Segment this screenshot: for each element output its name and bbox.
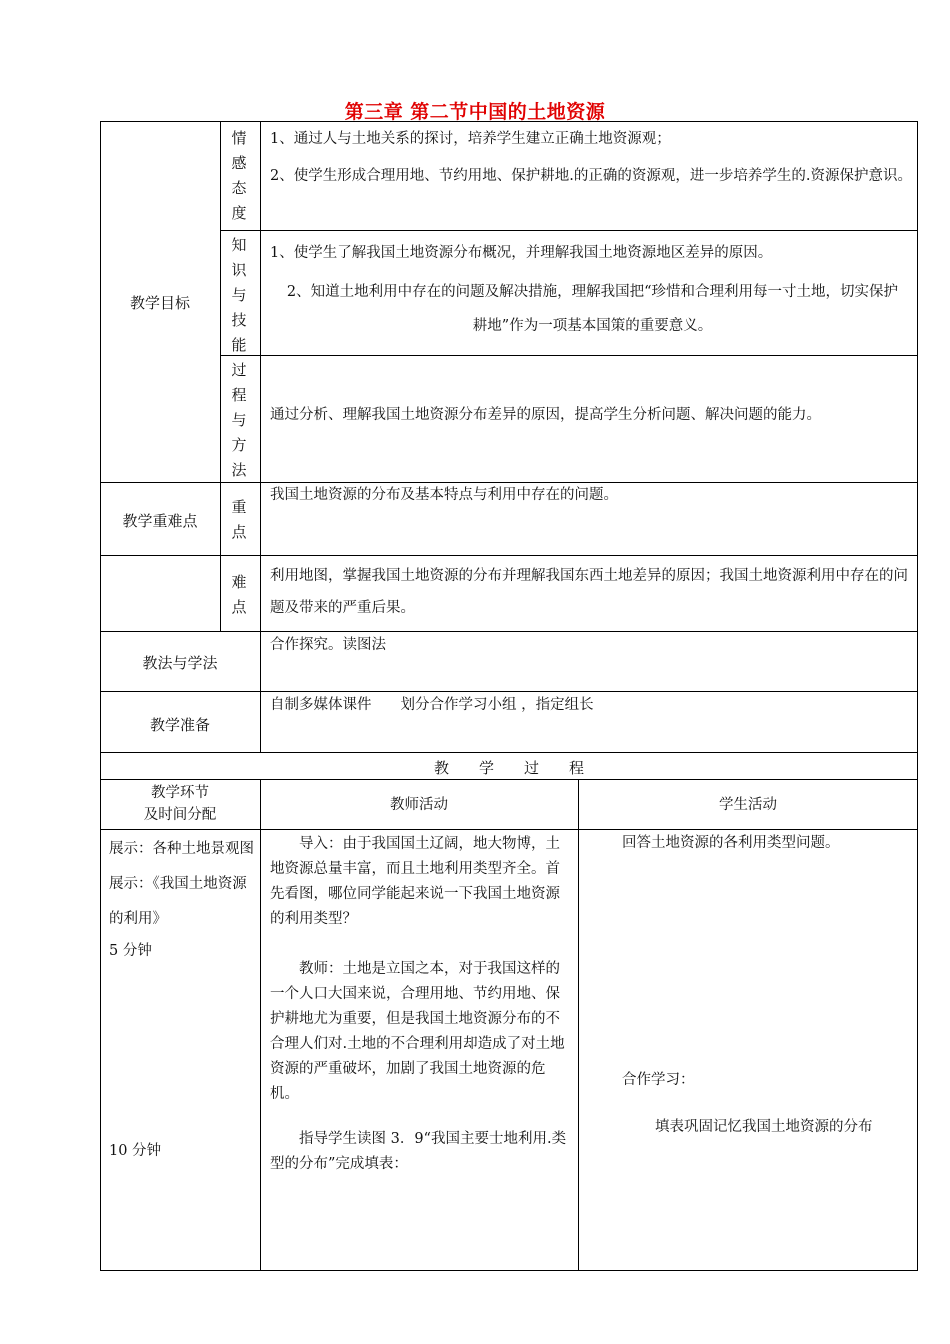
page-title: 第三章 第二节中国的土地资源 xyxy=(344,101,606,123)
row-divider xyxy=(220,355,918,356)
keypoints-label: 教学重难点 xyxy=(122,512,198,530)
difficulty-label: 难点 xyxy=(231,573,247,616)
stage-time-2: 10 分钟 xyxy=(109,1143,162,1159)
process-header: 教 学 过 程 xyxy=(433,759,584,777)
objectives-label: 教学目标 xyxy=(129,294,190,312)
preparation-text: 自制多媒体课件 划分合作学习小组 ，指定组长 xyxy=(270,697,594,713)
emotion-item-1: 1、通过人与土地关系的探讨，培养学生建立正确土地资源观； xyxy=(270,131,671,147)
col-divider xyxy=(220,121,221,631)
preparation-label: 教学准备 xyxy=(149,716,210,734)
teacher-paragraph-3: 指导学生读图 3．9“我国主要士地利用.类型的分布”完成填表： xyxy=(270,1131,567,1172)
col-divider xyxy=(578,779,579,1271)
col-divider xyxy=(260,121,261,752)
emotion-label: 情感态度 xyxy=(231,129,247,222)
difficulty-text: 利用地图，掌握我国土地资源的分布并理解我国东西土地差异的原因；我国土地资源利用中存在的问题及带来的严重后果。 xyxy=(270,568,908,616)
teacher-column-header: 教师活动 xyxy=(390,797,448,813)
student-activity-1: 回答土地资源的各利用类型问题。 xyxy=(622,835,840,851)
methods-label: 教法与学法 xyxy=(142,654,218,672)
row-divider xyxy=(100,829,918,830)
methods-text: 合作探究。读图法 xyxy=(270,637,386,653)
student-activity-3: 填表巩固记忆我国土地资源的分布 xyxy=(655,1119,873,1135)
knowledge-item-1: 1、使学生了解我国土地资源分布概况，并理解我国土地资源地区差异的原因。 xyxy=(270,245,773,261)
row-divider xyxy=(220,230,918,231)
row-divider xyxy=(100,752,918,753)
stage-text: 展示：各种土地景观图展示：《我国土地资源的利用》 xyxy=(109,841,254,927)
row-divider xyxy=(100,555,918,556)
knowledge-label: 知识与技能 xyxy=(231,236,247,354)
student-activity-2: 合作学习： xyxy=(622,1072,695,1088)
stage-time-1: 5 分钟 xyxy=(109,943,152,959)
row-divider xyxy=(100,482,918,483)
emotion-item-2: 2、使学生形成合理用地、节约用地、保护耕地.的正确的资源观，进一步培养学生的.资源保护意识。 xyxy=(270,168,912,184)
teacher-paragraph-1: 导入：由于我国国土辽阔，地大物博，土地资源总量丰富，而且土地利用类型齐全。首先看图，哪位同学能起来说一下我国土地资源的利用类型？ xyxy=(270,836,560,927)
student-column-header: 学生活动 xyxy=(719,797,777,813)
focus-label: 重点 xyxy=(231,498,247,541)
col-divider xyxy=(260,779,261,1271)
process-label: 过程与方法 xyxy=(231,361,247,479)
teacher-paragraph-2: 教师：土地是立国之本，对于我国这样的一个人口大国来说，合理用地、节约用地、保护耕地尤为重要，但是我国土地资源分布的不合理人们对.土地的不合理利用却造成了对土地资源的严重破坏，加剧了我国土地资源的危机。 xyxy=(270,961,565,1102)
row-divider xyxy=(100,779,918,780)
process-text: 通过分析、理解我国土地资源分布差异的原因，提高学生分析问题、解决问题的能力。 xyxy=(270,407,821,423)
row-divider xyxy=(100,691,918,692)
stage-column-header-2: 及时间分配 xyxy=(143,807,217,823)
row-divider xyxy=(100,631,918,632)
stage-column-header-1: 教学环节 xyxy=(151,785,209,801)
knowledge-item-2: 2、知道土地利用中存在的问题及解决措施，理解我国把“珍惜和合理利用每一寸土地，切实保护耕地”作为一项基本国策的重要意义。 xyxy=(286,284,899,334)
focus-text: 我国土地资源的分布及基本特点与利用中存在的问题。 xyxy=(270,487,618,503)
